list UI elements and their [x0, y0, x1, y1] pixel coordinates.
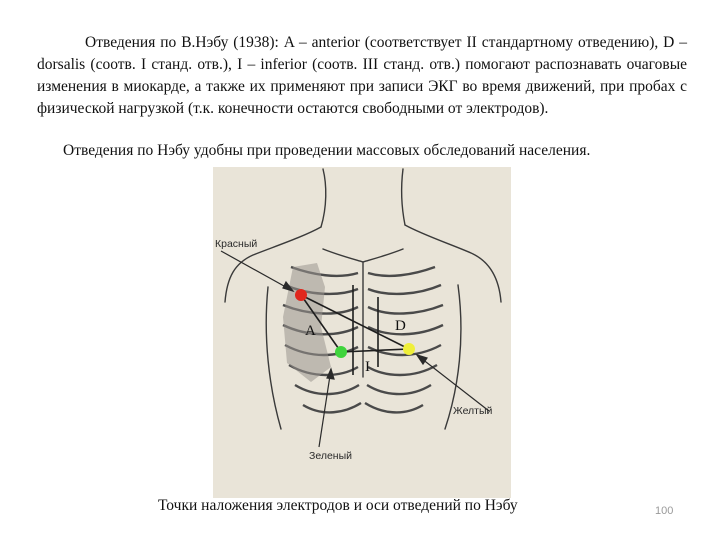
nehb-leads-figure [213, 167, 511, 498]
green-electrode [335, 346, 347, 358]
torso-outline [225, 169, 501, 429]
figure-caption: Точки наложения электродов и оси отведений по Нэбу [158, 497, 518, 514]
red-electrode [295, 289, 307, 301]
red-label: Красный [215, 238, 258, 250]
lead-a-label: A [305, 323, 316, 339]
lead-i-label: I [365, 359, 370, 375]
lead-d-label: D [395, 318, 406, 334]
page-number: 100 [655, 505, 674, 517]
description-paragraph: Отведения по В.Нэбу (1938): A – anterior (соответствует II стандартному отведению), D – dorsalis (соотв. I станд. отв.), I – inferior (соотв. III станд. отв.) помогают распознавать очаговые изменения в миокарде, а также их применяют при записи ЭКГ во время движений, при пробах с физической нагрузкой (т.к. конечности остаются свободными от электродов). [37, 34, 687, 117]
green-label: Зеленый [309, 450, 353, 462]
torso-illustration [213, 167, 511, 498]
yellow-electrode [403, 343, 415, 355]
mass-screening-paragraph: Отведения по Нэбу удобны при проведении массовых обследований населения. [63, 142, 591, 159]
yellow-label: Желтый [453, 405, 493, 417]
